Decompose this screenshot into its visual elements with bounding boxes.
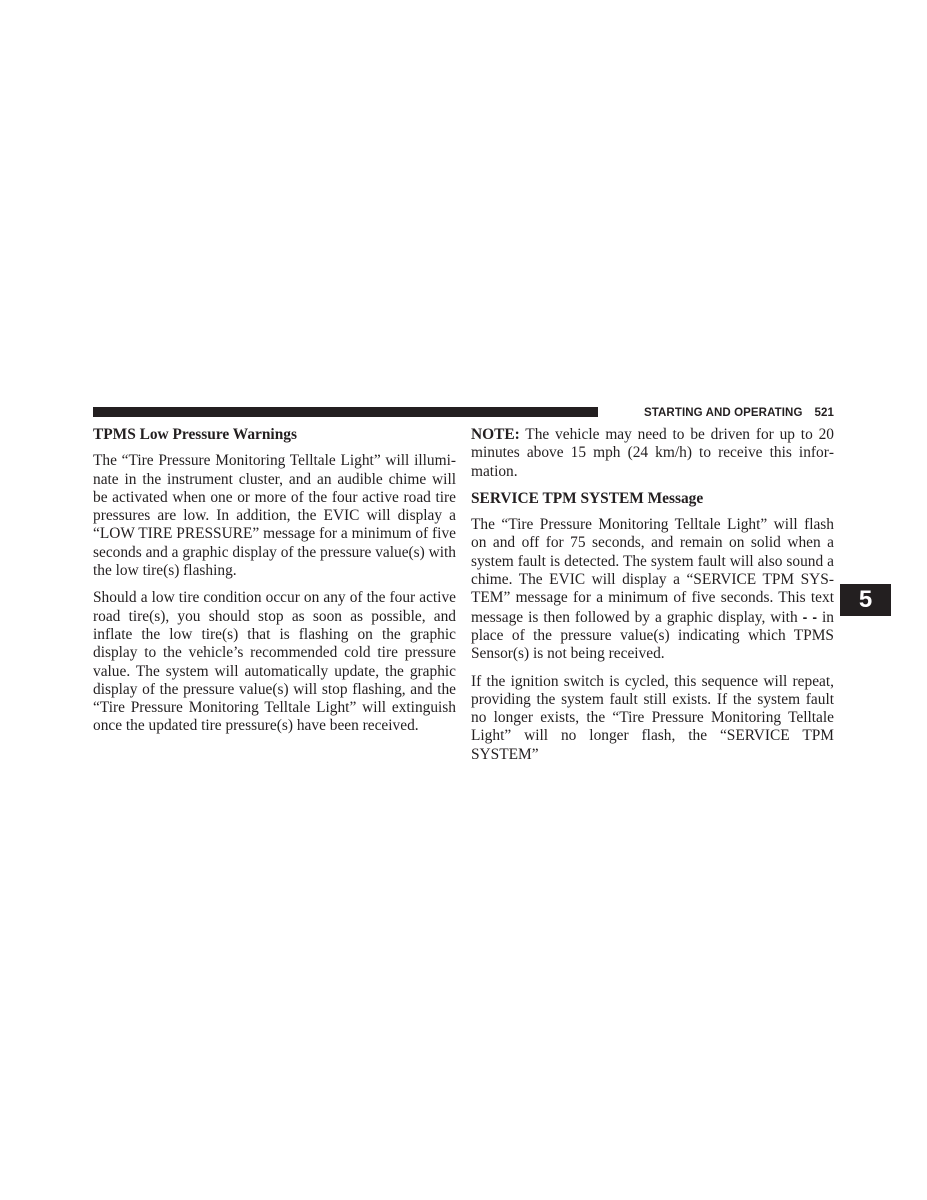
- header-rule: [93, 407, 598, 417]
- paragraph-ignition-cycled: If the ignition switch is cycled, this sequence will repeat, providing the system fault still exists. If the system fault no longer exists, the “Tire Pressure Monitoring Telltale Light” will no longer flash, the “SERVICE TPM SYSTEM”: [471, 672, 834, 763]
- note-label: NOTE:: [471, 426, 520, 443]
- section-title: STARTING AND OPERATING: [643, 407, 803, 419]
- note-text: The vehicle may need to be driven for up to 20 minutes above 15 mph (24 km/h) to receive this information.: [471, 426, 834, 480]
- heading-tpms-low-pressure-warnings: TPMS Low Pressure Warnings: [93, 426, 297, 443]
- system-fault-text-b: in place of the pressure value(s) indicating which TPMS Sensor(s) is not being received.: [471, 608, 835, 663]
- right-column: [471, 426, 834, 773]
- paragraph-system-fault: [471, 516, 834, 663]
- dash-symbol: - -: [802, 608, 818, 625]
- paragraph-low-pressure-illumination: The “Tire Pressure Monitoring Telltale Light” will illuminate in the instrument cluster, and an audible chime will be activated when one or more of the four active road tire pressures are low. In addition, the EVIC will display a “LOW TIRE PRESSURE” message for a minimum of five seconds and a graphic display of the pressure value(s) with the low tire(s) flashing.: [93, 452, 456, 580]
- heading-service-tpm-system: SERVICE TPM SYSTEM Message: [471, 489, 704, 507]
- running-head: [606, 405, 834, 421]
- system-fault-text-a: The “Tire Pressure Monitoring Telltale Light” will flash on and off for 75 seconds, and remain on solid when a system fault is detected. The system fault will also sound a chime. The EVIC will display a “SERVICE TPM SYSTEM” message for a minimum of five seconds. This text message is then followed by a graphic display, with: [471, 516, 834, 626]
- page-number: 521: [814, 407, 834, 419]
- note-paragraph: [471, 426, 834, 481]
- chapter-tab: 5: [840, 584, 891, 616]
- paragraph-low-tire-condition: Should a low tire condition occur on any of the four active road tire(s), you should stop as soon as possible, and inflate the low tire(s) that is flashing on the graphic display to the vehicle’s recommended cold tire pressure value. The system will automatically update, the graphic display of the pressure value(s) will stop flashing, and the “Tire Pressure Monitoring Telltale Light” will extinguish once the updated tire pressure(s) have been received.: [93, 589, 456, 735]
- left-column: [93, 426, 456, 745]
